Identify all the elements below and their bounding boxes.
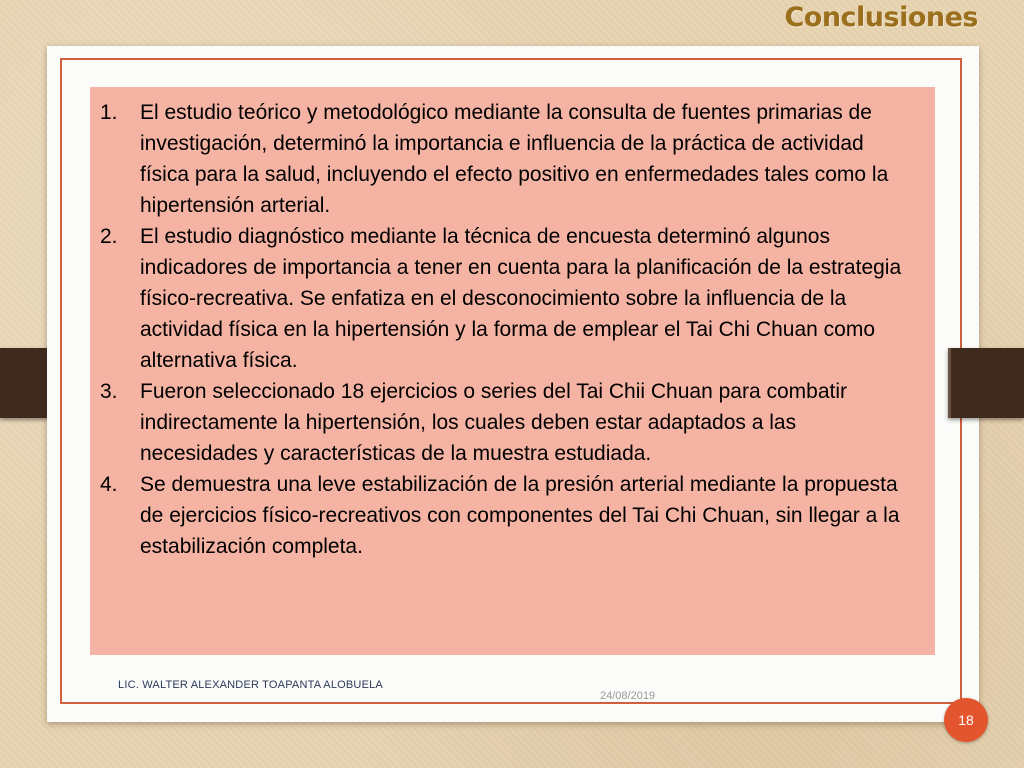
conclusion-number: 2. [100,225,118,248]
conclusions-panel [90,87,935,655]
conclusion-text: El estudio diagnóstico mediante la técnica de encuesta determinó algunos indicadores de importancia a tener en cuenta para la planificación de la estrategia físico-recreativa. Se enfatiza en el desconocimiento sobre la influencia de la actividad física en la hipertensión y la forma de emplear el Tai Chi Chuan como alternativa física. [140,225,902,372]
conclusion-number: 3. [100,380,118,403]
footer-date: 24/08/2019 [600,690,656,702]
conclusions-list [98,97,915,562]
conclusion-text: Se demuestra una leve estabilización de la presión arterial mediante la propuesta de ejercicios físico-recreativos con componentes del Tai Chi Chuan, sin llegar a la estabilización completa. [140,473,900,558]
conclusion-item-1 [98,97,915,221]
page-number-badge: 18 [944,698,988,742]
conclusion-text: Fueron seleccionado 18 ejercicios o series del Tai Chii Chuan para combatir indirectamente la hipertensión, los cuales deben estar adaptados a las necesidades y características de la muestra estudiada. [140,380,847,465]
conclusion-number: 4. [100,473,118,496]
footer-author: LIC. WALTER ALEXANDER TOAPANTA ALOBUELA [118,679,383,691]
conclusion-text: El estudio teórico y metodológico mediante la consulta de fuentes primarias de investigación, determinó la importancia e influencia de la práctica de actividad física para la salud, incluyendo el efecto positivo en enfermedades tales como la hipertensión arterial. [140,101,889,217]
conclusion-item-3 [98,376,915,469]
right-binder-strap [948,348,1024,418]
conclusion-item-4 [98,469,915,562]
slide-title: Conclusiones [784,2,978,33]
conclusion-number: 1. [100,101,118,124]
conclusion-item-2 [98,221,915,376]
